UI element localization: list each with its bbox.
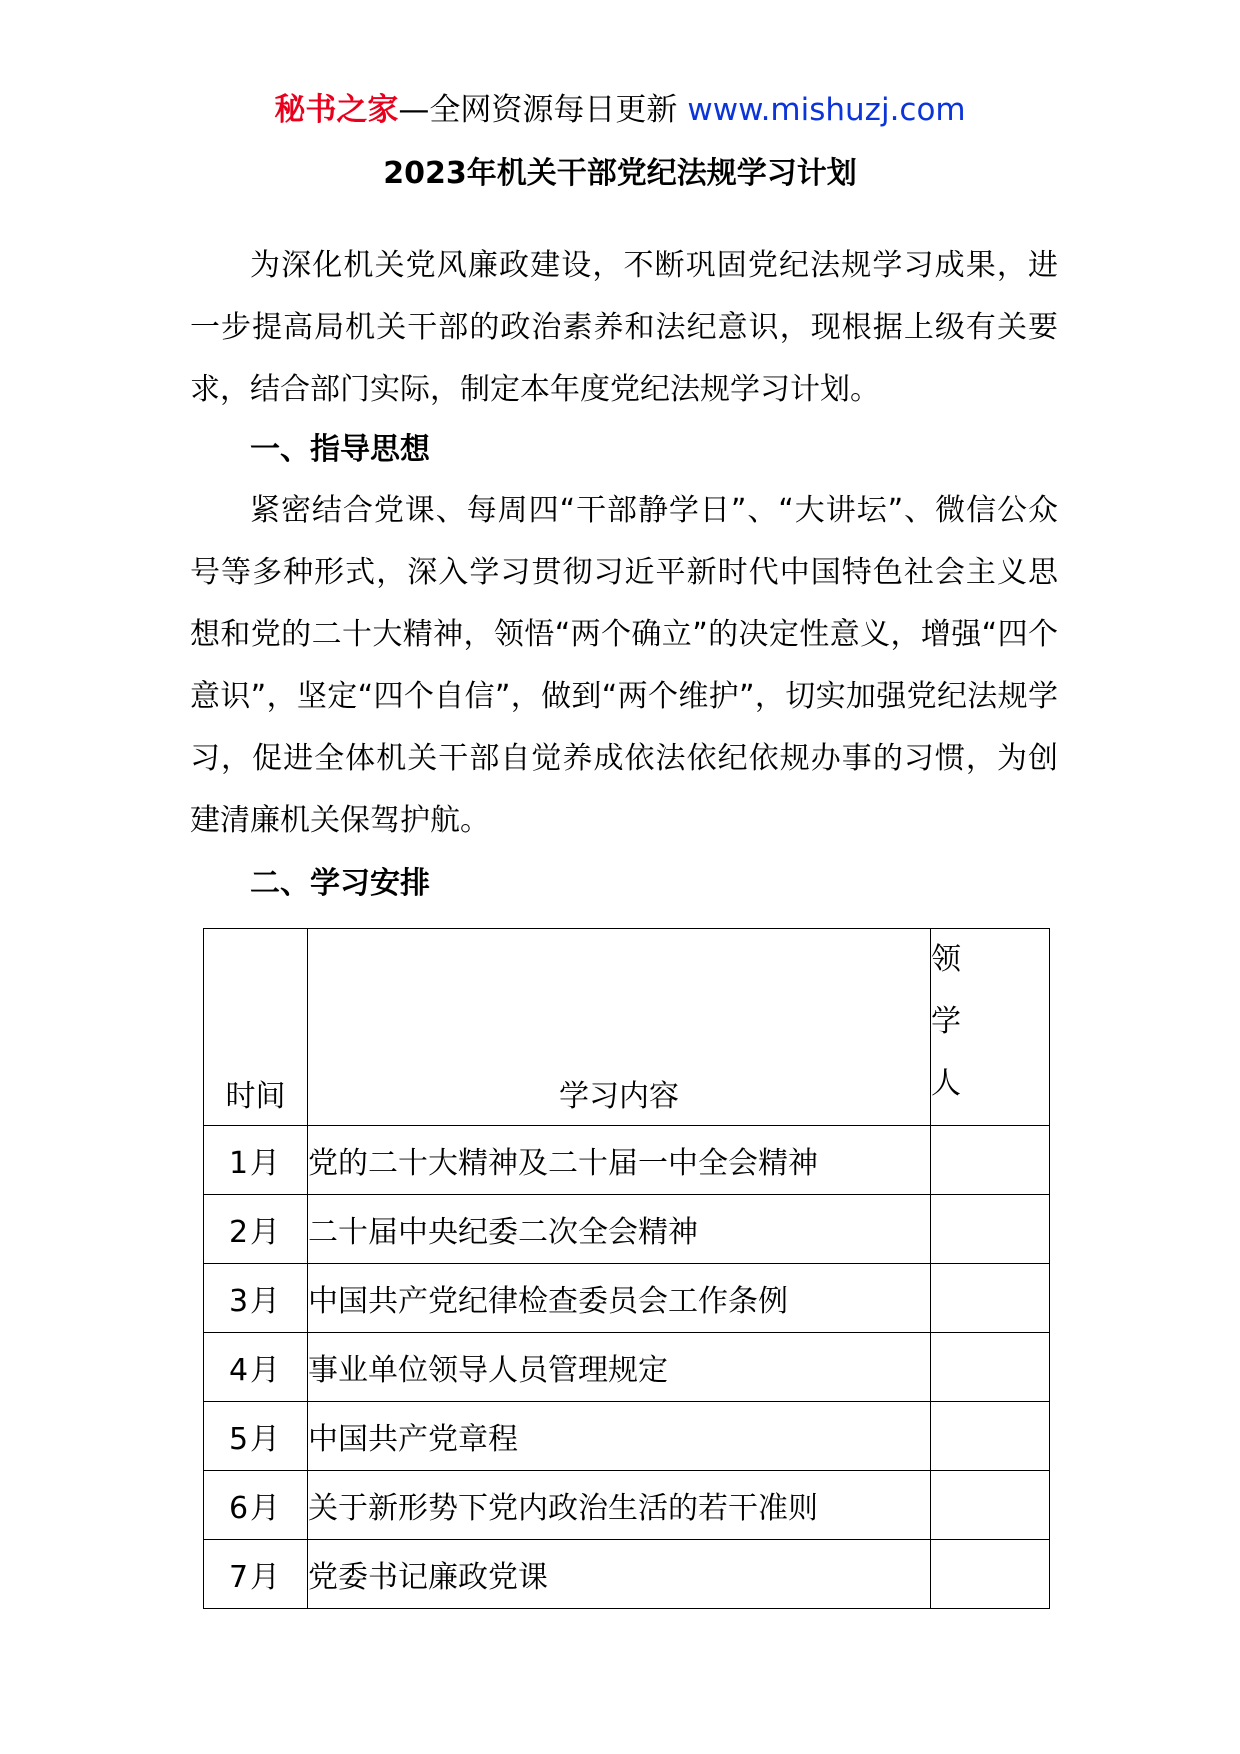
table-row [204, 1471, 1050, 1540]
brand-name: 秘书之家 [274, 92, 399, 128]
month-cell: 1月 [204, 1126, 308, 1195]
site-link[interactable]: www.mishuzj.com [687, 92, 966, 128]
table-row [204, 1264, 1050, 1333]
site-banner [0, 88, 1240, 132]
intro-paragraph: 为深化机关党风廉政建设，不断巩固党纪法规学习成果，进一步提高局机关干部的政治素养和法纪意识，现根据上级有关要求，结合部门实际，制定本年度党纪法规学习计划。 [190, 248, 1058, 407]
document-title: 2023年机关干部党纪法规学习计划 [383, 156, 857, 191]
section-heading-guiding-thought: 一、指导思想 [250, 432, 430, 467]
header-content: 学习内容 [308, 929, 931, 1126]
month-cell: 7月 [204, 1540, 308, 1609]
leader-cell [931, 1540, 1050, 1609]
topic-cell: 关于新形势下党内政治生活的若干准则 [308, 1471, 931, 1540]
leader-cell [931, 1264, 1050, 1333]
header-leader: 领学人 [931, 929, 1050, 1126]
month-cell: 2月 [204, 1195, 308, 1264]
study-schedule-table [203, 928, 1050, 1609]
guiding-thought-paragraph: 紧密结合党课、每周四“干部静学日”、“大讲坛”、微信公众号等多种形式，深入学习贯彻习近平新时代中国特色社会主义思想和党的二十大精神，领悟“两个确立”的决定性意义，增强“四个意识”，坚定“四个自信”，做到“两个维护”，切实加强党纪法规学习，促进全体机关干部自觉养成依法依纪依规办事的习惯，为创建清廉机关保驾护航。 [190, 493, 1058, 838]
month-cell: 3月 [204, 1264, 308, 1333]
table-row [204, 1195, 1050, 1264]
leader-cell [931, 1471, 1050, 1540]
topic-cell: 二十届中央纪委二次全会精神 [308, 1195, 931, 1264]
banner-tagline: —全网资源每日更新 [398, 92, 678, 128]
table-row [204, 1540, 1050, 1609]
topic-cell: 党的二十大精神及二十届一中全会精神 [308, 1126, 931, 1195]
table-row [204, 1126, 1050, 1195]
header-time: 时间 [204, 929, 308, 1126]
month-cell: 5月 [204, 1402, 308, 1471]
month-cell: 6月 [204, 1471, 308, 1540]
table-row [204, 1402, 1050, 1471]
leader-cell [931, 1126, 1050, 1195]
leader-cell [931, 1333, 1050, 1402]
leader-cell [931, 1402, 1050, 1471]
table-row [204, 1333, 1050, 1402]
section-heading-study-schedule: 二、学习安排 [250, 866, 430, 901]
leader-cell [931, 1195, 1050, 1264]
table-header-row [204, 929, 1050, 1126]
topic-cell: 中国共产党纪律检查委员会工作条例 [308, 1264, 931, 1333]
month-cell: 4月 [204, 1333, 308, 1402]
topic-cell: 中国共产党章程 [308, 1402, 931, 1471]
topic-cell: 党委书记廉政党课 [308, 1540, 931, 1609]
topic-cell: 事业单位领导人员管理规定 [308, 1333, 931, 1402]
